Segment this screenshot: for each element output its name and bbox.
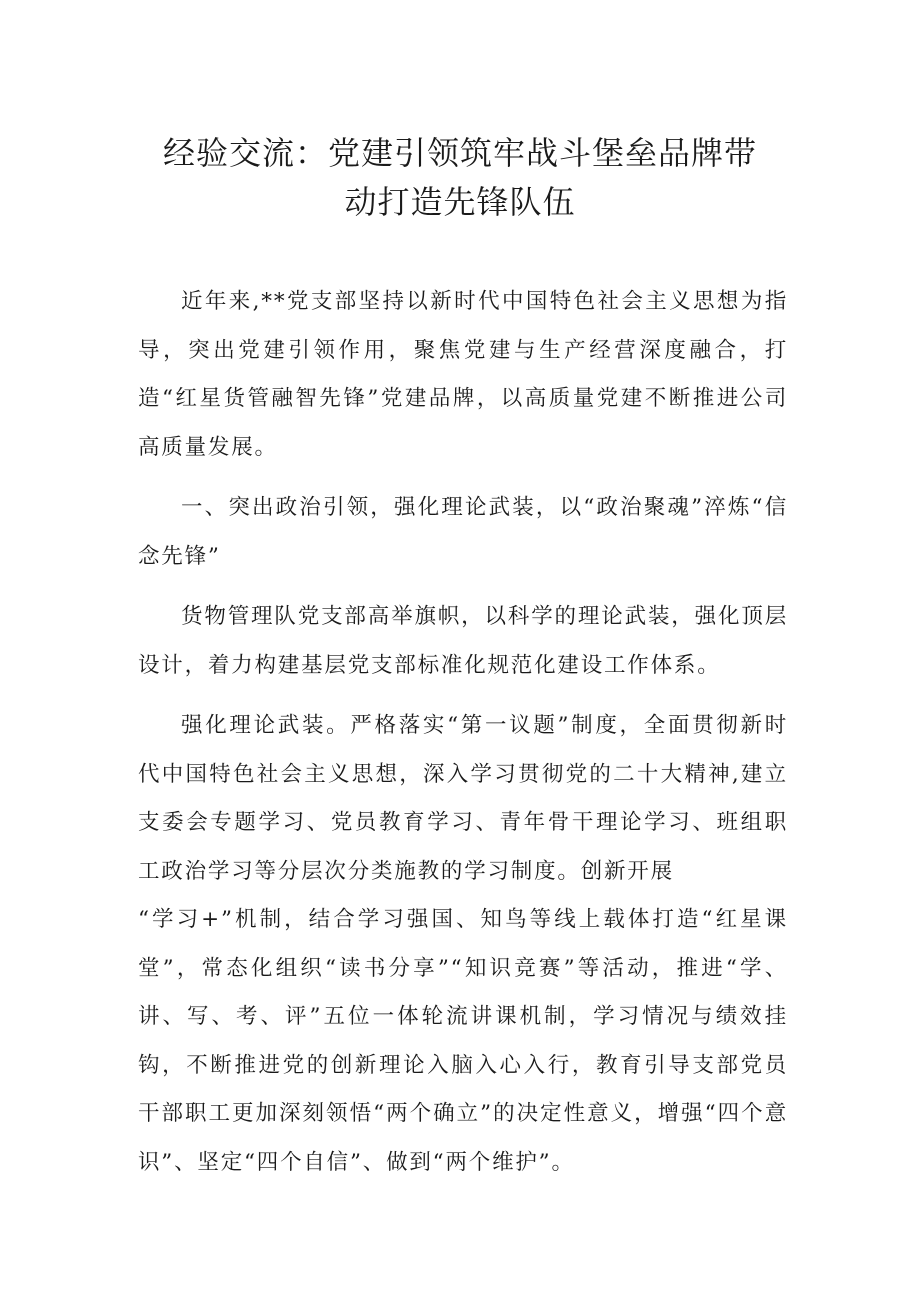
- section-heading-1: 一、突出政治引领，强化理论武装，以“政治聚魂”淬炼“信念先锋”: [138, 495, 788, 569]
- paragraph-intro: 近年来,**党支部坚持以新时代中国特色社会主义思想为指导，突出党建引领作用，聚焦党建与生产经营深度融合，打造“红星货管融智先锋”党建品牌，以高质量党建不断推进公司高质量发展。: [138, 289, 788, 460]
- paragraph-section-1-summary: 货物管理队党支部高举旗帜，以科学的理论武装，强化顶层设计，着力构建基层党支部标准化规范化建设工作体系。: [138, 604, 788, 678]
- document-title-line-1: 经验交流：党建引领筑牢战斗堡垒品牌带: [162, 134, 757, 172]
- paragraph-learning-mechanism: “学习+”机制，结合学习强国、知鸟等线上载体打造“红星课堂”，常态化组织“读书分享”“知识竞赛”等活动，推进“学、讲、写、考、评”五位一体轮流讲课机制，学习情况与绩效挂钩，不断推进党的创新理论入脑入心入行，教育引导支部党员干部职工更加深刻领悟“两个确立”的决定性意义，增强“四个意识”、坚定“四个自信”、做到“两个维护”。: [138, 907, 788, 1175]
- document-body: [138, 278, 788, 1187]
- document-title-line-2: 动打造先锋队伍: [344, 183, 576, 221]
- paragraph-theory-study: 强化理论武装。严格落实“第一议题”制度，全面贯彻新时代中国特色社会主义思想，深入学习贯彻党的二十大精神,建立支委会专题学习、党员教育学习、青年骨干理论学习、班组职工政治学习等分层次分类施教的学习制度。创新开展: [138, 713, 788, 884]
